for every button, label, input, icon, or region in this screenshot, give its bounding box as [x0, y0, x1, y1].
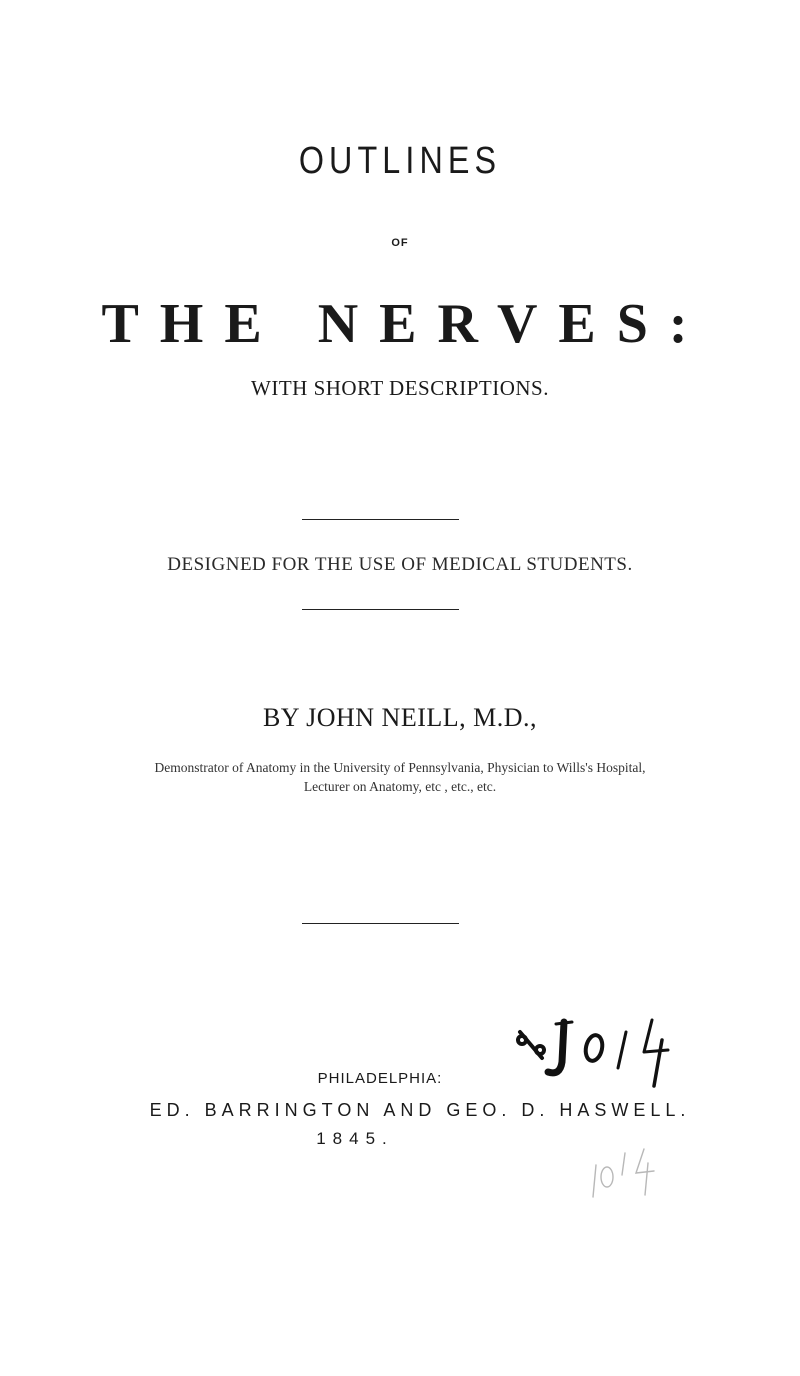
- title-the-nerves: THE NERVES:: [101, 293, 709, 355]
- purpose-statement: DESIGNED FOR THE USE OF MEDICAL STUDENTS.: [167, 554, 633, 575]
- divider-rule: [302, 609, 459, 610]
- imprint-city: PHILADELPHIA:: [317, 1070, 443, 1087]
- author-line: BY JOHN NEILL, M.D.,: [262, 703, 538, 732]
- imprint-publishers: ED. BARRINGTON AND GEO. D. HASWELL.: [149, 1100, 691, 1120]
- author-credentials: Demonstrator of Anatomy in the University of Pennsylvania, Physician to Wills's Hospital,: [154, 760, 646, 775]
- title-connector: OF: [391, 237, 409, 249]
- subtitle: WITH SHORT DESCRIPTIONS.: [251, 376, 549, 400]
- divider-rule: [302, 923, 459, 924]
- imprint-year: 1845.: [316, 1129, 394, 1148]
- pencil-annotation: [590, 1145, 660, 1200]
- author-credentials-continued: Lecturer on Anatomy, etc , etc., etc.: [303, 779, 497, 794]
- title-outlines: OUTLINES: [298, 140, 502, 182]
- divider-rule: [302, 519, 459, 520]
